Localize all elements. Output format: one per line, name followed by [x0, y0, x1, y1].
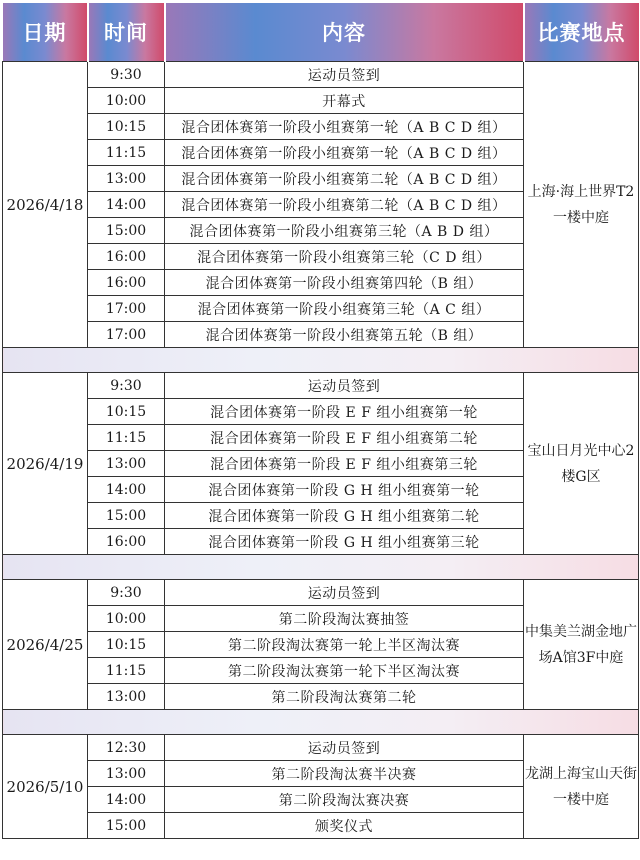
header-venue: 比赛地点 — [524, 3, 639, 62]
content-cell: 混合团体赛第一阶段小组赛第三轮（A C 组） — [165, 296, 524, 322]
content-cell: 混合团体赛第一阶段 G H 组小组赛第一轮 — [165, 477, 524, 503]
time-cell: 10:15 — [88, 399, 165, 425]
schedule-container — [2, 3, 638, 839]
header-row — [3, 3, 639, 62]
time-cell: 17:00 — [88, 296, 165, 322]
time-cell: 13:00 — [88, 684, 165, 710]
content-cell: 混合团体赛第一阶段小组赛第二轮（A B C D 组） — [165, 166, 524, 192]
time-cell: 16:00 — [88, 270, 165, 296]
venue-cell: 龙湖上海宝山天街一楼中庭 — [524, 735, 639, 839]
content-cell: 颁奖仪式 — [165, 813, 524, 839]
time-cell: 16:00 — [88, 244, 165, 270]
content-cell: 第二阶段淘汰赛抽签 — [165, 606, 524, 632]
time-cell: 16:00 — [88, 529, 165, 555]
time-cell: 11:15 — [88, 658, 165, 684]
group-separator — [3, 348, 639, 373]
group-separator — [3, 555, 639, 580]
content-cell: 第二阶段淘汰赛第一轮上半区淘汰赛 — [165, 632, 524, 658]
header-date: 日期 — [3, 3, 88, 62]
venue-cell: 宝山日月光中心2楼G区 — [524, 373, 639, 555]
time-cell: 10:15 — [88, 632, 165, 658]
content-cell: 运动员签到 — [165, 62, 524, 88]
separator-band — [3, 348, 639, 373]
time-cell: 14:00 — [88, 477, 165, 503]
content-cell: 混合团体赛第一阶段小组赛第一轮（A B C D 组） — [165, 114, 524, 140]
content-cell: 第二阶段淘汰赛半决赛 — [165, 761, 524, 787]
time-cell: 14:00 — [88, 192, 165, 218]
date-cell: 2026/4/25 — [3, 580, 88, 710]
content-cell: 运动员签到 — [165, 735, 524, 761]
schedule-row — [3, 373, 639, 399]
time-cell: 13:00 — [88, 166, 165, 192]
content-cell: 运动员签到 — [165, 373, 524, 399]
schedule-row — [3, 580, 639, 606]
content-cell: 混合团体赛第一阶段小组赛第四轮（B 组） — [165, 270, 524, 296]
time-cell: 10:00 — [88, 88, 165, 114]
time-cell: 14:00 — [88, 787, 165, 813]
time-cell: 10:00 — [88, 606, 165, 632]
schedule-row — [3, 735, 639, 761]
time-cell: 9:30 — [88, 62, 165, 88]
time-cell: 9:30 — [88, 373, 165, 399]
time-cell: 12:30 — [88, 735, 165, 761]
content-cell: 开幕式 — [165, 88, 524, 114]
group-separator — [3, 710, 639, 735]
content-cell: 混合团体赛第一阶段 G H 组小组赛第三轮 — [165, 529, 524, 555]
schedule-body — [3, 62, 639, 839]
schedule-row — [3, 62, 639, 88]
content-cell: 混合团体赛第一阶段小组赛第一轮（A B C D 组） — [165, 140, 524, 166]
schedule-table — [2, 3, 639, 839]
content-cell: 混合团体赛第一阶段 E F 组小组赛第一轮 — [165, 399, 524, 425]
separator-band — [3, 710, 639, 735]
venue-cell: 上海·海上世界T2一楼中庭 — [524, 62, 639, 348]
time-cell: 13:00 — [88, 451, 165, 477]
header-time: 时间 — [88, 3, 165, 62]
content-cell: 第二阶段淘汰赛第二轮 — [165, 684, 524, 710]
time-cell: 11:15 — [88, 425, 165, 451]
time-cell: 9:30 — [88, 580, 165, 606]
time-cell: 15:00 — [88, 503, 165, 529]
time-cell: 15:00 — [88, 813, 165, 839]
date-cell: 2026/4/18 — [3, 62, 88, 348]
content-cell: 混合团体赛第一阶段小组赛第三轮（C D 组） — [165, 244, 524, 270]
header-content: 内容 — [165, 3, 524, 62]
separator-band — [3, 555, 639, 580]
content-cell: 第二阶段淘汰赛第一轮下半区淘汰赛 — [165, 658, 524, 684]
content-cell: 混合团体赛第一阶段小组赛第三轮（A B D 组） — [165, 218, 524, 244]
content-cell: 混合团体赛第一阶段小组赛第二轮（A B C D 组） — [165, 192, 524, 218]
time-cell: 17:00 — [88, 322, 165, 348]
time-cell: 11:15 — [88, 140, 165, 166]
content-cell: 混合团体赛第一阶段小组赛第五轮（B 组） — [165, 322, 524, 348]
content-cell: 混合团体赛第一阶段 E F 组小组赛第三轮 — [165, 451, 524, 477]
date-cell: 2026/5/10 — [3, 735, 88, 839]
time-cell: 13:00 — [88, 761, 165, 787]
date-cell: 2026/4/19 — [3, 373, 88, 555]
content-cell: 第二阶段淘汰赛决赛 — [165, 787, 524, 813]
time-cell: 15:00 — [88, 218, 165, 244]
content-cell: 运动员签到 — [165, 580, 524, 606]
content-cell: 混合团体赛第一阶段 E F 组小组赛第二轮 — [165, 425, 524, 451]
venue-cell: 中集美兰湖金地广场A馆3F中庭 — [524, 580, 639, 710]
time-cell: 10:15 — [88, 114, 165, 140]
content-cell: 混合团体赛第一阶段 G H 组小组赛第二轮 — [165, 503, 524, 529]
